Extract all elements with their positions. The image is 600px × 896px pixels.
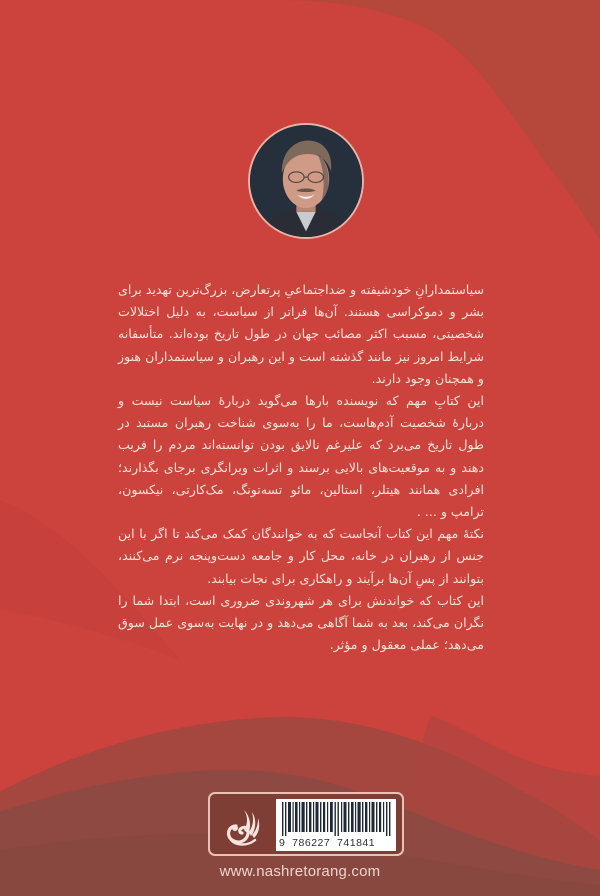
- blurb-paragraph-1: سیاستمدارانِ خودشیفته و ضداجتماعیِ پرتعارض، بزرگ‌ترین تهدید برای بشر و دموکراسی هستند. آن‌ها فراتر از سیاست، به دلیل اختلالات شخصیتی، مسبب اکثر مصائب جهان در طول تاریخ بوده‌اند. متأسفانه شرایط امروز نیز مانند گذشته است و این رهبران و سیاستمداران هنوز و همچنان وجود دارند.: [118, 282, 484, 386]
- barcode-bars-icon: [280, 802, 392, 836]
- isbn-barcode: [276, 799, 396, 851]
- blurb-paragraph-3: نکتهٔ مهم این کتاب آنجاست که به خوانندگان کمک می‌کند تا اگر با این جنس از رهبران در خانه، محل کار و جامعه دست‌وپنجه نرم می‌کنند، بتوانند از پسِ آن‌ها برآیند و راهکاری برای نجات بیابند.: [118, 526, 484, 586]
- publisher-barcode-box: [208, 792, 404, 856]
- back-cover-blurb: [118, 279, 484, 656]
- blurb-paragraph-4: این کتاب که خواندنش برای هر شهروندی ضروری است، ابتدا شما را نگران می‌کند، بعد به شما آگاهی می‌دهد و در نهایت به‌سوی عمل سوق می‌دهد؛ عملی معقول و مؤثر.: [118, 592, 484, 653]
- publisher-website: www.nashretorang.com: [219, 863, 381, 880]
- author-portrait-icon: [250, 125, 362, 237]
- isbn-number: 9 786227 741841: [279, 837, 376, 849]
- author-photo: [248, 123, 364, 239]
- publisher-logo-icon: [222, 804, 262, 848]
- blurb-paragraph-2: این کتابِ مهم که نویسنده بارها می‌گوید دربارهٔ سیاست نیست و دربارهٔ شخصیت آدم‌هاست، ما را به‌سوی شناخت رهبران مستبد در طول تاریخ می‌برد که علیرغم نالایق بودن توانسته‌اند مردم را فریب دهند و به موقعیت‌های بالایی برسند و اثرات ویرانگری برجای بگذارند؛ افرادی همانند هیتلر، استالین، مائو تسه‌تونگ، مک‌کارتی، نیکسون، ترامپ و ... .: [118, 393, 484, 520]
